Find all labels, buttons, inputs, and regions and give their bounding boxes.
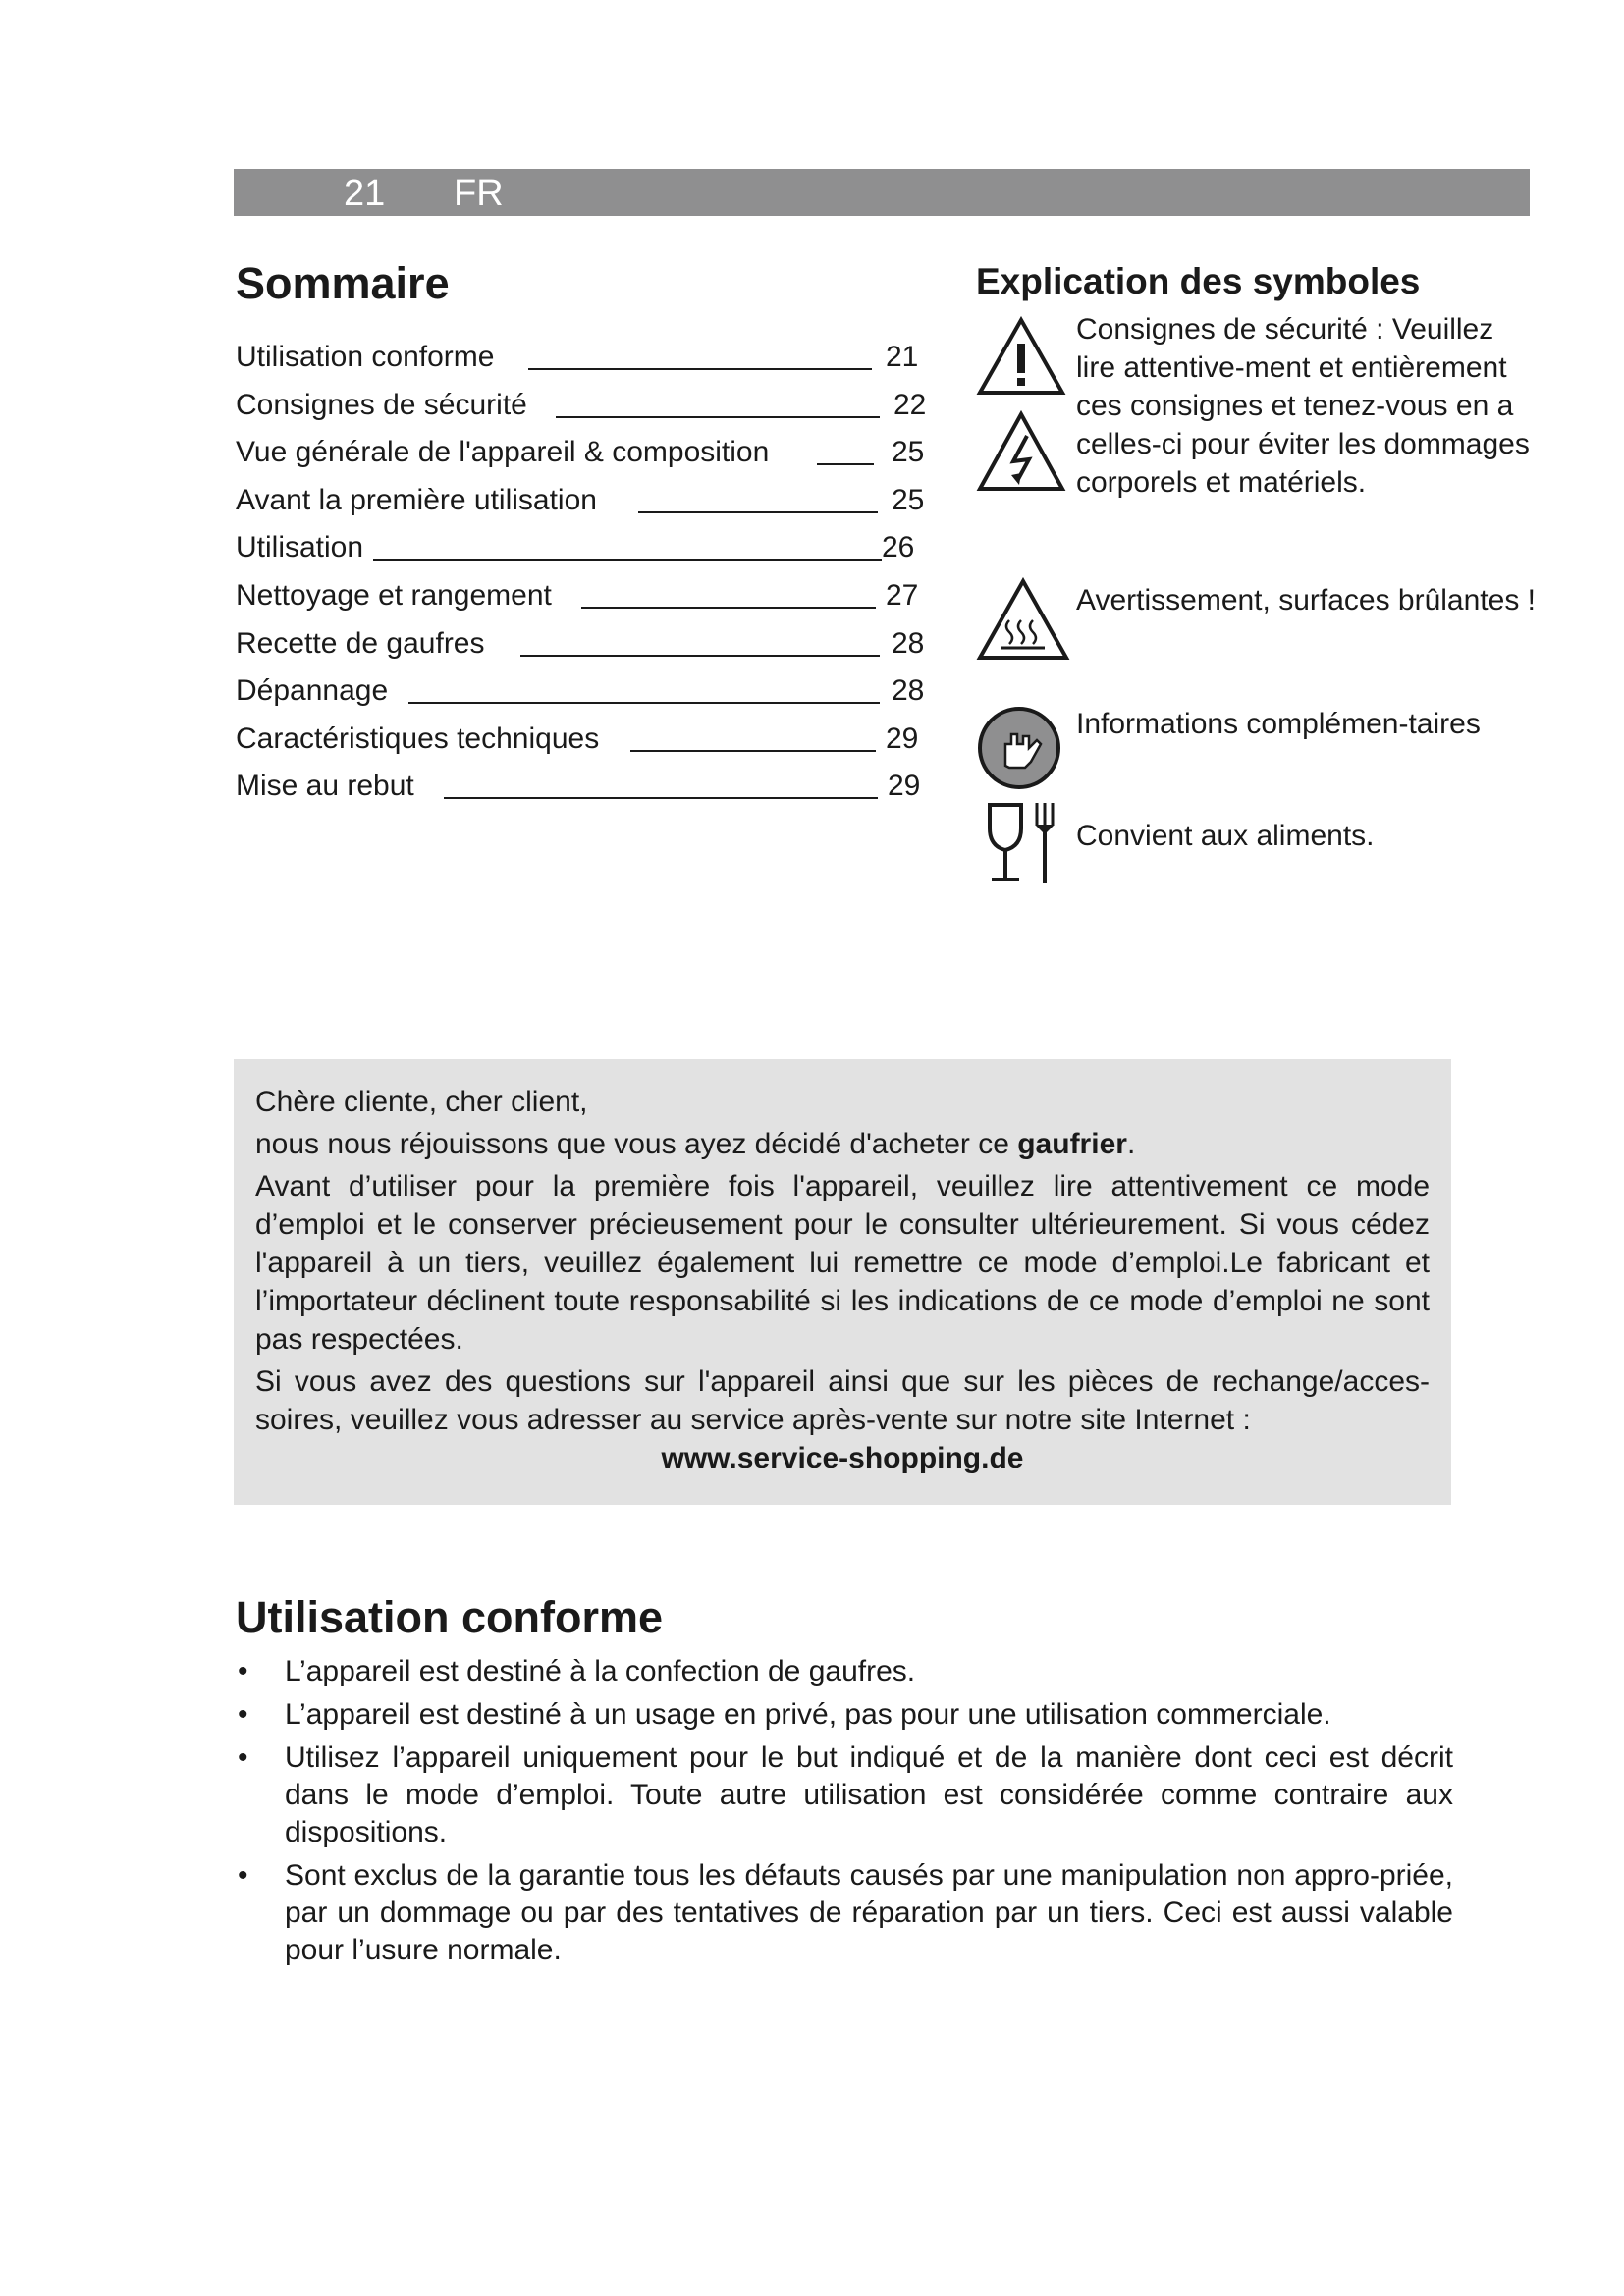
symbols-title: Explication des symboles [976,261,1421,301]
list-item [236,1696,1453,1734]
intended-use-section [236,1590,1453,1975]
toc-item-label: Utilisation [236,531,364,564]
hot-surface-icon [976,577,1070,662]
greeting: Chère cliente, cher client, [255,1086,588,1118]
intro-line-prefix: nous nous réjouissons que vous ayez décidé d'acheter ce [255,1128,1018,1160]
hot-surface-symbol-text: Avertissement, surfaces brûlantes ! [1076,584,1536,616]
toc-item-label: Recette de gaufres [236,626,485,660]
toc-item-page: 21 [886,341,919,373]
safety-symbol-text: Consignes de sécurité : Veuillez lire attentive-ment et entièrement ces consignes et tenez-vous en a celles-ci pour éviter les dommages corporels et matériels. [1076,313,1530,499]
list-item [236,1653,1453,1690]
website-link[interactable]: www.service-shopping.de [661,1442,1024,1474]
toc-leader-line [556,416,880,418]
toc-item-page: 28 [892,626,925,660]
toc-item-page: 29 [886,721,919,755]
toc-item-label: Dépannage [236,674,389,708]
toc-leader-line [444,797,878,799]
list-item-text: L’appareil est destiné à la confection de gaufres. [285,1655,916,1687]
toc-item [236,429,923,477]
info-hand-icon [976,705,1062,791]
toc-leader-line [581,607,876,609]
toc-item-page: 27 [886,578,919,612]
toc-item-label: Avant la première utilisation [236,483,597,516]
list-item-text: Utilisez l’appareil uniquement pour le but indiqué et de la manière dont ceci est décrit dans le mode d’emploi. Toute autre utilisation est considérée comme contraire aux dispositions. [285,1741,1453,1848]
symbols-section [976,257,1536,306]
page-header-bar [234,169,1530,216]
toc-leader-line [817,463,874,465]
toc-item [236,572,923,620]
list-item-text: L’appareil est destiné à un usage en privé, pas pour une utilisation commerciale. [285,1698,1331,1731]
page-number: 21 [344,173,386,214]
bullet-icon: • [238,1698,248,1731]
toc-leader-line [638,511,878,513]
toc-item [236,382,927,430]
toc-item-page: 29 [888,770,921,803]
toc-leader-line [520,655,880,657]
toc-item [236,477,923,525]
list-item-text: Sont exclus de la garantie tous les défauts causés par une manipulation non appro-priée, par un dommage ou par des tentatives de réparation par un tiers. Ceci est aussi valable pour l’usure normale. [285,1859,1453,1966]
toc-item-label: Consignes de sécurité [236,388,527,421]
toc-item-label: Nettoyage et rangement [236,578,552,612]
bullet-icon: • [238,1741,248,1774]
toc-item-label: Vue générale de l'appareil & composition [236,436,770,469]
toc-item [236,334,923,382]
table-of-contents [236,257,927,811]
toc-item [236,620,923,668]
warning-exclamation-icon [976,316,1066,397]
electric-shock-icon [976,410,1066,493]
list-item [236,1739,1453,1851]
toc-item-page: 28 [892,674,925,708]
toc-item-label: Utilisation conforme [236,341,495,373]
toc-item-page: 25 [892,483,925,516]
questions-paragraph: Si vous avez des questions sur l'appareil ainsi que sur les pièces de rechange/acces-soires, veuillez vous adresser au service après-vente sur notre site Internet : [255,1365,1430,1436]
food-safe-symbol-text: Convient aux aliments. [1076,820,1375,852]
toc-item [236,667,923,716]
bullet-icon: • [238,1859,248,1892]
intro-line [255,1125,1430,1163]
intro-paragraph: Avant d’utiliser pour la première fois l'appareil, veuillez lire attentivement ce mode d’emploi et le conserver précieusement pour le consulter ultérieurement. Si vous cédez l'appareil à un tiers, veuillez également lui remettre ce mode d’emploi.Le fabricant et l’importateur déclinent toute responsabilité si les indications de ce mode d’emploi ne sont pas respectées. [255,1170,1430,1356]
toc-item-page: 25 [892,436,925,469]
toc-item-page: 26 [882,531,915,564]
intended-use-title: Utilisation conforme [236,1592,664,1642]
toc-item-label: Mise au rebut [236,770,414,803]
toc-item [236,524,923,572]
food-safe-icon [982,799,1060,887]
toc-leader-line [408,702,880,704]
language-code: FR [454,173,504,214]
bullet-icon: • [238,1655,248,1687]
toc-item-label: Caractéristiques techniques [236,721,600,755]
toc-leader-line [630,750,876,752]
info-symbol-text: Informations complémen-taires [1076,708,1481,740]
toc-leader-line [528,368,872,370]
intro-line-suffix: . [1126,1128,1136,1160]
toc-item-page: 22 [893,388,927,421]
list-item [236,1857,1453,1969]
toc-leader-line [373,559,882,561]
product-name: gaufrier [1017,1128,1127,1160]
toc-title: Sommaire [236,258,450,308]
intended-use-list [236,1653,1453,1969]
toc-item [236,716,923,764]
toc-item [236,763,923,811]
intro-box [234,1059,1451,1505]
